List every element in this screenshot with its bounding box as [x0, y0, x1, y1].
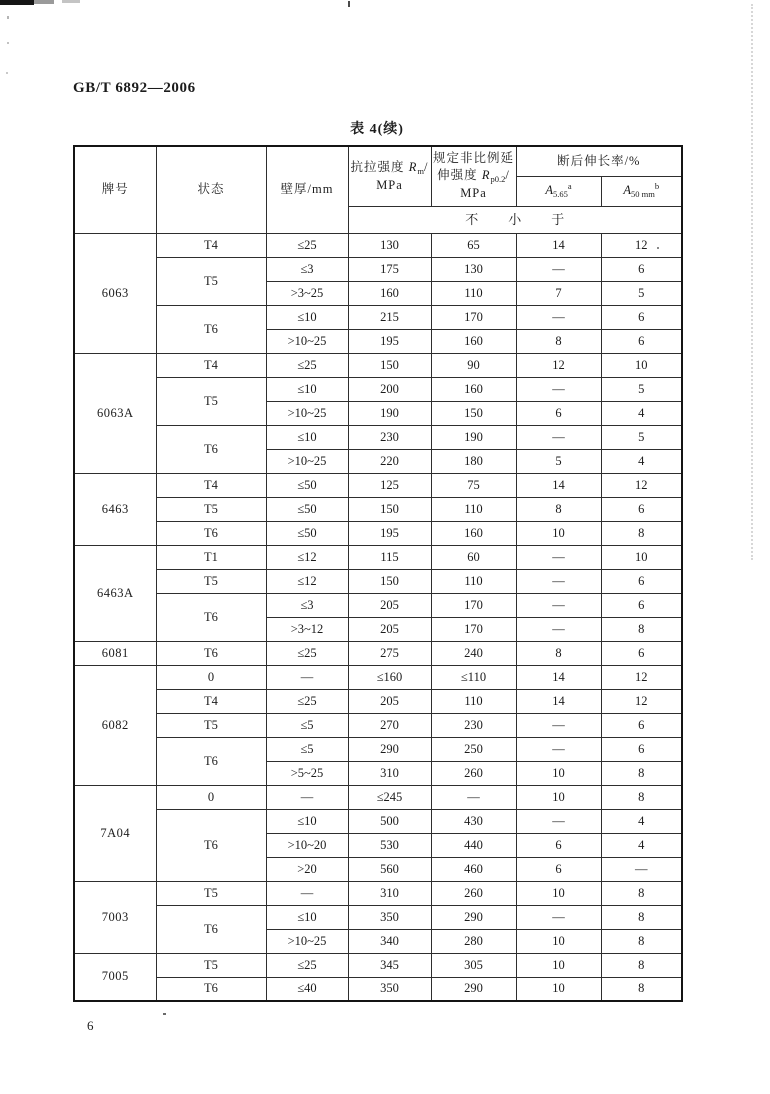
cell-tensile: 115 — [348, 545, 431, 569]
cell-tensile: ≤160 — [348, 665, 431, 689]
cell-tensile: 190 — [348, 401, 431, 425]
cell-a50mm: 6 — [601, 305, 682, 329]
cell-thickness: ≤5 — [266, 737, 348, 761]
cell-a50mm: 6 — [601, 329, 682, 353]
cell-temper: T6 — [156, 905, 266, 953]
cell-proof: 130 — [431, 257, 516, 281]
cell-thickness: >10~25 — [266, 329, 348, 353]
cell-tensile: 195 — [348, 329, 431, 353]
cell-a565: 10 — [516, 521, 601, 545]
cell-thickness: ≤10 — [266, 377, 348, 401]
col-a50-header — [601, 176, 682, 206]
header-row-1 — [74, 146, 682, 176]
cell-a565: — — [516, 593, 601, 617]
table-row — [74, 689, 682, 713]
cell-grade: 7005 — [74, 953, 156, 1001]
cell-thickness: ≤25 — [266, 641, 348, 665]
cell-proof: 170 — [431, 617, 516, 641]
cell-thickness: ≤10 — [266, 305, 348, 329]
cell-proof: 305 — [431, 953, 516, 977]
cell-grade: 6463 — [74, 473, 156, 545]
cell-a50mm: 5 — [601, 425, 682, 449]
cell-temper: T6 — [156, 425, 266, 473]
cell-a565: — — [516, 569, 601, 593]
tensile-symbol: R — [408, 159, 418, 174]
cell-tensile: 310 — [348, 881, 431, 905]
cell-a565: 12 — [516, 353, 601, 377]
cell-thickness: — — [266, 785, 348, 809]
cell-a565: — — [516, 905, 601, 929]
cell-tensile: 205 — [348, 689, 431, 713]
proof-subscript: p0.2 — [490, 174, 506, 185]
cell-tensile: 340 — [348, 929, 431, 953]
cell-tensile: 125 — [348, 473, 431, 497]
cell-a50mm: 8 — [601, 881, 682, 905]
cell-a50mm: 12 — [601, 665, 682, 689]
cell-proof: 280 — [431, 929, 516, 953]
col-elongation-header: 断后伸长率/% — [516, 146, 682, 176]
cell-a565: 7 — [516, 281, 601, 305]
cell-proof: 290 — [431, 977, 516, 1001]
table-header — [74, 146, 682, 233]
cell-grade: 6063 — [74, 233, 156, 353]
cell-a50mm: 5 — [601, 377, 682, 401]
cell-thickness: ≤50 — [266, 521, 348, 545]
cell-a50mm: 10 — [601, 545, 682, 569]
cell-grade: 6063A — [74, 353, 156, 473]
cell-thickness: ≤12 — [266, 545, 348, 569]
cell-a50mm: 8 — [601, 785, 682, 809]
cell-tensile: 150 — [348, 353, 431, 377]
cell-temper: T4 — [156, 689, 266, 713]
cell-temper: T6 — [156, 737, 266, 785]
cell-thickness: ≤3 — [266, 593, 348, 617]
scan-artifact-speck — [163, 1013, 166, 1015]
table-row — [74, 305, 682, 329]
cell-tensile: 290 — [348, 737, 431, 761]
cell-grade: 6463A — [74, 545, 156, 641]
cell-a50mm: 6 — [601, 497, 682, 521]
table-row — [74, 905, 682, 929]
cell-a50mm: 8 — [601, 521, 682, 545]
cell-proof: ≤110 — [431, 665, 516, 689]
cell-a565: 6 — [516, 401, 601, 425]
table-row — [74, 809, 682, 833]
cell-tensile: 310 — [348, 761, 431, 785]
cell-grade: 7A04 — [74, 785, 156, 881]
scan-artifact-speck — [7, 42, 9, 44]
cell-thickness: ≤10 — [266, 809, 348, 833]
scan-artifact-speck — [7, 16, 9, 19]
cell-a565: — — [516, 257, 601, 281]
cell-proof: 110 — [431, 497, 516, 521]
tensile-subscript: m — [417, 165, 424, 176]
scan-artifact-tick — [348, 1, 350, 7]
cell-grade: 6082 — [74, 665, 156, 785]
cell-proof: 290 — [431, 905, 516, 929]
page-number: 6 — [87, 1018, 94, 1033]
col-proof-header — [431, 146, 516, 206]
cell-temper: 0 — [156, 665, 266, 689]
table-row — [74, 569, 682, 593]
cell-a565: 8 — [516, 641, 601, 665]
cell-a565: 14 — [516, 473, 601, 497]
cell-proof: 160 — [431, 521, 516, 545]
cell-a50mm: 8 — [601, 617, 682, 641]
cell-thickness: >3~25 — [266, 281, 348, 305]
cell-a50mm: 12 — [601, 689, 682, 713]
cell-thickness: >10~20 — [266, 833, 348, 857]
proof-unit: MPa — [460, 186, 487, 201]
cell-a50mm: 8 — [601, 953, 682, 977]
cell-thickness: >20 — [266, 857, 348, 881]
cell-a565: 6 — [516, 857, 601, 881]
cell-proof: 260 — [431, 881, 516, 905]
a50-subscript: 50 mm — [631, 189, 655, 200]
cell-a50mm: 8 — [601, 905, 682, 929]
table-row — [74, 233, 682, 257]
cell-temper: T5 — [156, 377, 266, 425]
cell-a50mm: — — [601, 857, 682, 881]
cell-tensile: 560 — [348, 857, 431, 881]
table-body — [74, 233, 682, 1001]
cell-a565: 8 — [516, 497, 601, 521]
cell-tensile: 345 — [348, 953, 431, 977]
cell-thickness: ≤10 — [266, 905, 348, 929]
cell-tensile: 205 — [348, 593, 431, 617]
table-row — [74, 665, 682, 689]
cell-a50mm: 12 — [601, 473, 682, 497]
cell-thickness: ≤40 — [266, 977, 348, 1001]
cell-proof: 250 — [431, 737, 516, 761]
a50-footnote-ref: b — [654, 181, 660, 192]
tensile-label-text: 抗拉强度 — [350, 159, 409, 174]
scan-artifact-bar — [0, 0, 34, 5]
cell-thickness: >10~25 — [266, 929, 348, 953]
cell-proof: 230 — [431, 713, 516, 737]
cell-a565: 14 — [516, 233, 601, 257]
cell-proof: 110 — [431, 281, 516, 305]
cell-a50mm: 6 — [601, 593, 682, 617]
cell-thickness: ≤25 — [266, 689, 348, 713]
cell-a565: 10 — [516, 977, 601, 1001]
table-row — [74, 521, 682, 545]
cell-temper: T5 — [156, 569, 266, 593]
min-clause-cell: 不小于 — [348, 206, 682, 233]
proof-slash: / — [505, 168, 510, 183]
cell-proof: 60 — [431, 545, 516, 569]
cell-tensile: 215 — [348, 305, 431, 329]
scan-artifact-edge — [751, 4, 753, 560]
cell-temper: T1 — [156, 545, 266, 569]
cell-proof: 65 — [431, 233, 516, 257]
cell-proof: 260 — [431, 761, 516, 785]
cell-temper: T6 — [156, 809, 266, 881]
cell-proof: 240 — [431, 641, 516, 665]
cell-a565: 10 — [516, 785, 601, 809]
cell-a565: — — [516, 305, 601, 329]
scan-artifact-bar — [34, 0, 54, 4]
cell-a565: — — [516, 809, 601, 833]
cell-grade: 6081 — [74, 641, 156, 665]
table-row — [74, 377, 682, 401]
cell-tensile: 350 — [348, 905, 431, 929]
tensile-slash: / — [423, 159, 429, 174]
table-row — [74, 257, 682, 281]
cell-a565: — — [516, 425, 601, 449]
cell-proof: 110 — [431, 569, 516, 593]
cell-tensile: 200 — [348, 377, 431, 401]
col-grade-header: 牌号 — [74, 146, 156, 233]
cell-thickness: ≤25 — [266, 953, 348, 977]
proof-label-line2: 伸强度 — [437, 168, 482, 183]
table-row — [74, 593, 682, 617]
table-row — [74, 953, 682, 977]
table-row — [74, 977, 682, 1001]
cell-thickness: ≤50 — [266, 497, 348, 521]
cell-temper: T4 — [156, 353, 266, 377]
cell-thickness: >5~25 — [266, 761, 348, 785]
cell-tensile: ≤245 — [348, 785, 431, 809]
cell-a565: 10 — [516, 953, 601, 977]
cell-thickness: — — [266, 665, 348, 689]
cell-proof: 180 — [431, 449, 516, 473]
cell-a565: 8 — [516, 329, 601, 353]
table-title: 表 4(续) — [350, 122, 404, 137]
cell-a50mm: 6 — [601, 713, 682, 737]
cell-tensile: 350 — [348, 977, 431, 1001]
cell-a565: 14 — [516, 689, 601, 713]
table-row — [74, 545, 682, 569]
cell-temper: T6 — [156, 593, 266, 641]
cell-a565: 14 — [516, 665, 601, 689]
cell-thickness: >10~25 — [266, 449, 348, 473]
cell-thickness: ≤25 — [266, 353, 348, 377]
cell-thickness: >3~12 — [266, 617, 348, 641]
cell-temper: T5 — [156, 713, 266, 737]
a565-symbol: A — [545, 183, 553, 198]
cell-thickness: ≤50 — [266, 473, 348, 497]
cell-temper: T6 — [156, 305, 266, 353]
cell-proof: 430 — [431, 809, 516, 833]
cell-a50mm: 6 — [601, 569, 682, 593]
cell-proof: 110 — [431, 689, 516, 713]
cell-proof: 190 — [431, 425, 516, 449]
table-row — [74, 785, 682, 809]
proof-label-line1: 规定非比例延 — [432, 151, 514, 166]
cell-a50mm: 4 — [601, 833, 682, 857]
a565-subscript: 5.65 — [552, 189, 568, 200]
cell-proof: 160 — [431, 377, 516, 401]
tensile-unit: MPa — [376, 178, 403, 193]
cell-a50mm: 6 — [601, 737, 682, 761]
cell-temper: T5 — [156, 953, 266, 977]
mechanical-properties-table — [73, 145, 683, 1002]
table-row — [74, 881, 682, 905]
cell-a50mm: 4 — [601, 809, 682, 833]
cell-thickness: ≤12 — [266, 569, 348, 593]
table-row — [74, 497, 682, 521]
cell-tensile: 130 — [348, 233, 431, 257]
table-row — [74, 641, 682, 665]
cell-tensile: 500 — [348, 809, 431, 833]
cell-a565: — — [516, 377, 601, 401]
cell-thickness: — — [266, 881, 348, 905]
scan-artifact-speck — [6, 72, 8, 74]
cell-temper: T5 — [156, 497, 266, 521]
table-row — [74, 353, 682, 377]
cell-temper: 0 — [156, 785, 266, 809]
cell-temper: T6 — [156, 641, 266, 665]
a50-symbol: A — [623, 183, 632, 198]
cell-grade: 7003 — [74, 881, 156, 953]
cell-tensile: 150 — [348, 497, 431, 521]
a565-footnote-ref: a — [567, 181, 572, 192]
cell-tensile: 270 — [348, 713, 431, 737]
cell-a50mm: 8 — [601, 761, 682, 785]
standard-number: GB/T 6892—2006 — [73, 80, 196, 96]
cell-thickness: >10~25 — [266, 401, 348, 425]
cell-proof: — — [431, 785, 516, 809]
cell-temper: T5 — [156, 881, 266, 905]
proof-symbol: R — [481, 168, 491, 183]
cell-a565: — — [516, 545, 601, 569]
cell-a565: 5 — [516, 449, 601, 473]
cell-a565: 6 — [516, 833, 601, 857]
col-thickness-header: 壁厚/mm — [266, 146, 348, 233]
cell-temper: T4 — [156, 473, 266, 497]
cell-proof: 440 — [431, 833, 516, 857]
table-row — [74, 473, 682, 497]
cell-a565: — — [516, 737, 601, 761]
cell-a50mm: 8 — [601, 929, 682, 953]
col-temper-header: 状态 — [156, 146, 266, 233]
cell-temper: T5 — [156, 257, 266, 305]
cell-tensile: 220 — [348, 449, 431, 473]
table-row — [74, 425, 682, 449]
cell-a50mm: 12 — [601, 233, 682, 257]
col-tensile-header — [348, 146, 431, 206]
cell-a50mm: 4 — [601, 401, 682, 425]
cell-tensile: 275 — [348, 641, 431, 665]
cell-a565: 10 — [516, 881, 601, 905]
cell-a565: — — [516, 617, 601, 641]
cell-a565: 10 — [516, 929, 601, 953]
cell-tensile: 160 — [348, 281, 431, 305]
cell-a50mm: 4 — [601, 449, 682, 473]
cell-proof: 460 — [431, 857, 516, 881]
table-row — [74, 737, 682, 761]
table-row — [74, 713, 682, 737]
cell-proof: 170 — [431, 305, 516, 329]
cell-a50mm: 8 — [601, 977, 682, 1001]
cell-thickness: ≤5 — [266, 713, 348, 737]
cell-tensile: 195 — [348, 521, 431, 545]
cell-tensile: 530 — [348, 833, 431, 857]
cell-proof: 170 — [431, 593, 516, 617]
cell-thickness: ≤25 — [266, 233, 348, 257]
cell-proof: 150 — [431, 401, 516, 425]
cell-a50mm: 6 — [601, 641, 682, 665]
cell-a50mm: 5 — [601, 281, 682, 305]
cell-temper: T6 — [156, 977, 266, 1001]
cell-a50mm: 6 — [601, 257, 682, 281]
cell-tensile: 175 — [348, 257, 431, 281]
col-a565-header — [516, 176, 601, 206]
cell-temper: T4 — [156, 233, 266, 257]
cell-thickness: ≤3 — [266, 257, 348, 281]
cell-thickness: ≤10 — [266, 425, 348, 449]
cell-a50mm: 10 — [601, 353, 682, 377]
cell-tensile: 205 — [348, 617, 431, 641]
cell-proof: 160 — [431, 329, 516, 353]
cell-tensile: 230 — [348, 425, 431, 449]
cell-proof: 75 — [431, 473, 516, 497]
cell-proof: 90 — [431, 353, 516, 377]
cell-a565: — — [516, 713, 601, 737]
cell-tensile: 150 — [348, 569, 431, 593]
cell-temper: T6 — [156, 521, 266, 545]
scan-artifact-bar — [62, 0, 80, 3]
cell-a565: 10 — [516, 761, 601, 785]
